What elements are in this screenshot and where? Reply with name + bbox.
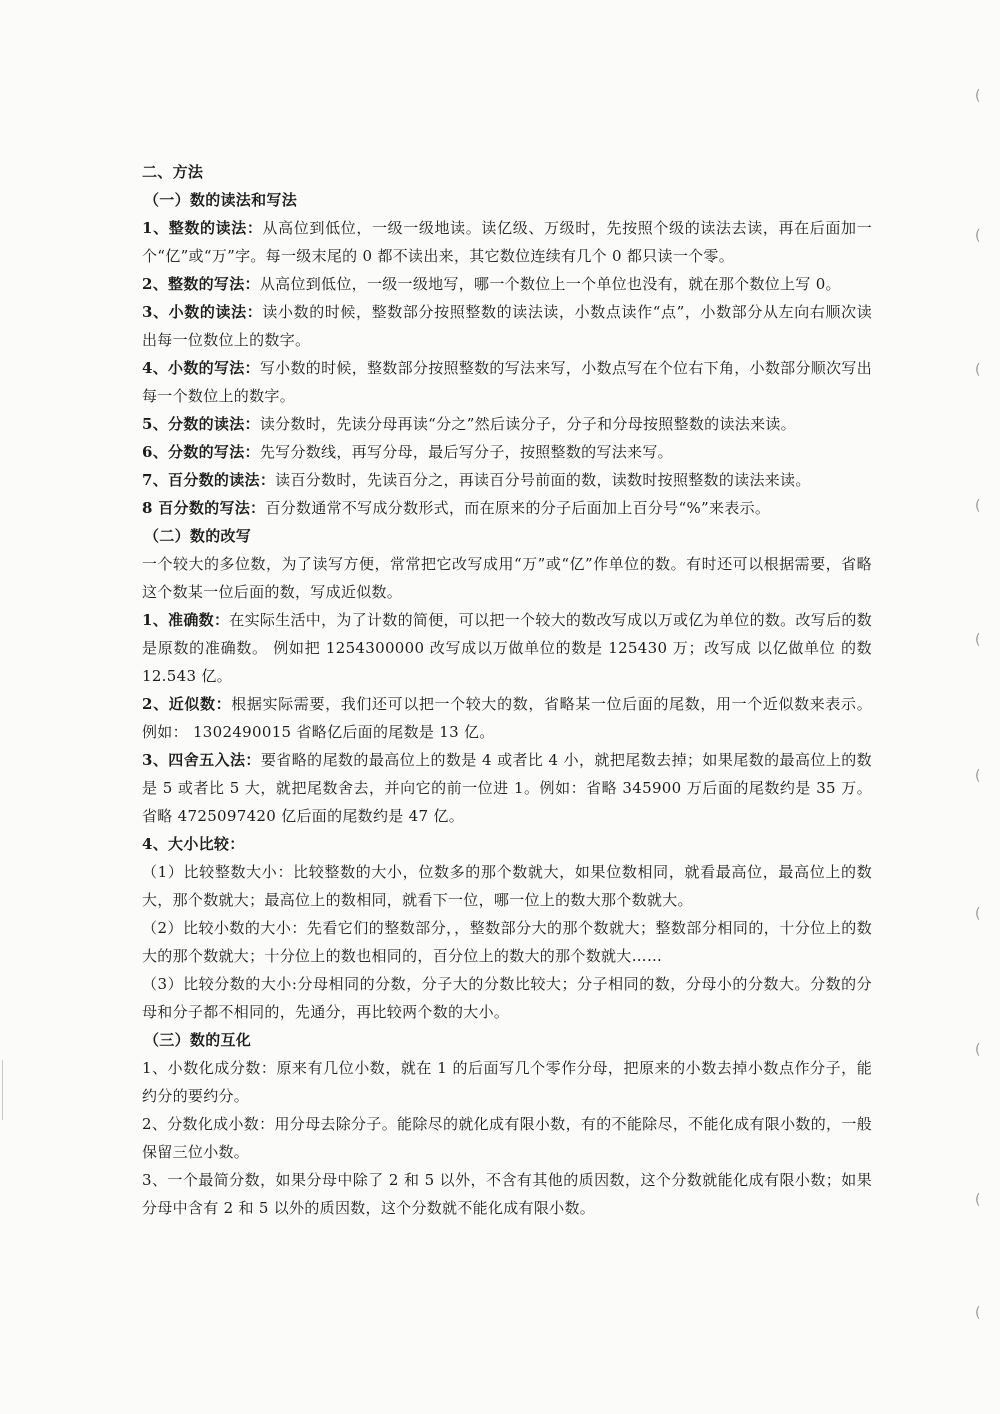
- term-text: 在实际生活中，为了计数的简便，可以把一个较大的数改写成以万或亿为单位的数。改写后的数是原数的准确数。 例如把 1254300000 改写成以万做单位的数是 125430 万；改写成 以亿做单位 的数 12.543 亿。: [142, 611, 872, 685]
- paragraph: [142, 494, 872, 522]
- term-label: 3、小数的读法：: [142, 303, 263, 321]
- term-label: 2、近似数：: [142, 695, 232, 713]
- term-text: 读小数的时候，整数部分按照整数的读法读，小数点读作“点”，小数部分从左向右顺次读出每一位数位上的数字。: [142, 303, 872, 349]
- term-text: 从高位到低位，一级一级地读。读亿级、万级时，先按照个级的读法去读，再在后面加一个“亿”或“万”字。每一级末尾的 0 都不读出来，其它数位连续有几个 0 都只读一个零。: [142, 219, 872, 265]
- paragraph: [142, 466, 872, 494]
- compare-item: （1）比较整数大小：比较整数的大小，位数多的那个数就大，如果位数相同，就看最高位，最高位上的数大，那个数就大；最高位上的数相同，就看下一位，哪一位上的数大那个数就大。: [142, 863, 872, 909]
- paragraph: [142, 690, 872, 746]
- subsection-title-1: （一）数的读法和写法: [144, 191, 298, 209]
- binding-mark: (: [975, 906, 981, 922]
- term-label: 3、四舍五入法：: [142, 751, 261, 769]
- term-text: 根据实际需要，我们还可以把一个较大的数，省略某一位后面的尾数，用一个近似数来表示。 例如： 1302490015 省略亿后面的尾数是 13 亿。: [142, 695, 872, 741]
- compare-item: （2）比较小数的大小：先看它们的整数部分，，整数部分大的那个数就大；整数部分相同的，十分位上的数大的那个数就大；十分位上的数也相同的，百分位上的数大的那个数就大……: [142, 919, 872, 965]
- document-body: [142, 158, 872, 1222]
- term-label: 8 百分数的写法：: [142, 499, 266, 517]
- paragraph: [142, 746, 872, 830]
- paragraph: [142, 354, 872, 410]
- paragraph: 1、小数化成分数：原来有几位小数，就在 1 的后面写几个零作分母，把原来的小数去掉小数点作分子，能约分的要约分。: [142, 1059, 872, 1105]
- binding-mark: (: [975, 228, 981, 244]
- paragraph: [142, 270, 872, 298]
- term-text: 要省略的尾数的最高位上的数是 4 或者比 4 小，就把尾数去掉；如果尾数的最高位上的数是 5 或者比 5 大，就把尾数舍去，并向它的前一位进 1。例如：省略 345900 万后面的尾数约是 35 万。省略 4725097420 亿后面的尾数约是 47 亿。: [142, 751, 872, 825]
- subsection-title-2: （二）数的改写: [144, 527, 252, 545]
- term-label: 1、整数的读法：: [142, 219, 263, 237]
- paragraph-intro: 一个较大的多位数，为了读写方便，常常把它改写成用“万”或“亿”作单位的数。有时还可以根据需要，省略这个数某一位后面的数，写成近似数。: [142, 555, 872, 601]
- scan-edge-line: [2, 1060, 3, 1120]
- term-text: 百分数通常不写成分数形式，而在原来的分子后面加上百分号“%”来表示。: [265, 499, 771, 517]
- paragraph: [142, 410, 872, 438]
- binding-mark: (: [975, 1042, 981, 1058]
- paragraph: 3、一个最简分数，如果分母中除了 2 和 5 以外，不含有其他的质因数，这个分数就能化成有限小数；如果分母中含有 2 和 5 以外的质因数，这个分数就不能化成有限小数。: [142, 1171, 872, 1217]
- term-label: 4、小数的写法：: [142, 359, 260, 377]
- term-label: 6、分数的写法：: [142, 443, 260, 461]
- paragraph: [142, 606, 872, 690]
- compare-title: 4、大小比较：: [142, 835, 245, 853]
- term-label: 7、百分数的读法：: [142, 471, 276, 489]
- term-label: 2、整数的写法：: [142, 275, 260, 293]
- term-text: 读分数时，先读分母再读“分之”然后读分子，分子和分母按照整数的读法来读。: [259, 415, 796, 433]
- term-text: 读百分数时，先读百分之，再读百分号前面的数，读数时按照整数的读法来读。: [275, 471, 811, 489]
- term-text: 写小数的时候，整数部分按照整数的写法来写，小数点写在个位右下角，小数部分顺次写出每一个数位上的数字。: [142, 359, 872, 405]
- paragraph: 2、分数化成小数：用分母去除分子。能除尽的就化成有限小数，有的不能除尽，不能化成有限小数的，一般保留三位小数。: [142, 1115, 872, 1161]
- paragraph: [142, 438, 872, 466]
- paragraph: [142, 298, 872, 354]
- binding-mark: (: [975, 362, 981, 378]
- subsection-title-3: （三）数的互化: [144, 1031, 252, 1049]
- binding-mark: (: [975, 88, 981, 104]
- binding-mark: (: [975, 498, 981, 514]
- binding-mark: (: [975, 632, 981, 648]
- binding-mark: (: [975, 768, 981, 784]
- term-text: 从高位到低位，一级一级地写，哪一个数位上一个单位也没有，就在那个数位上写 0。: [259, 275, 841, 293]
- term-text: 先写分数线，再写分母，最后写分子，按照整数的写法来写。: [259, 443, 673, 461]
- term-label: 5、分数的读法：: [142, 415, 260, 433]
- binding-mark: (: [975, 1305, 981, 1321]
- paragraph: [142, 214, 872, 270]
- binding-mark: (: [975, 1192, 981, 1208]
- section-title: 二、方法: [142, 163, 204, 181]
- compare-item: （3）比较分数的大小:分母相同的分数，分子大的分数比较大；分子相同的数，分母小的分数大。分数的分母和分子都不相同的，先通分，再比较两个数的大小。: [142, 975, 872, 1021]
- term-label: 1、准确数：: [142, 611, 230, 629]
